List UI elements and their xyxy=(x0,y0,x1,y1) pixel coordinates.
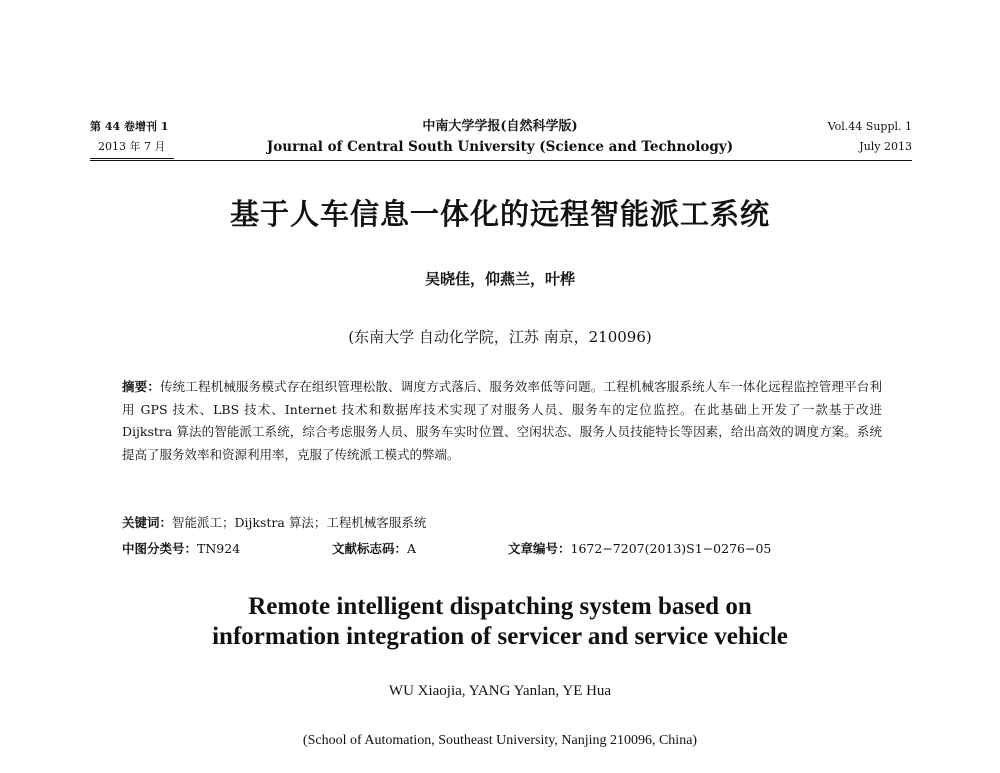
abstract-text: 传统工程机械服务模式存在组织管理松散、调度方式落后、服务效率低等问题。工程机械客服系统人车一体化远程监控管理平台利用 GPS 技术、LBS 技术、Internet 技术和数据库技术实现了对服务人员、服务车的定位监控。在此基础上开发了一款基于改进 Dijkstra 算法的智能派工系统，综合考虑服务人员、服务车实时位置、空闲状态、服务人员技能特长等因素，给出高效的调度方案。系统提高了服务效率和资源利用率，克服了传统派工模式的弊端。 xyxy=(122,379,882,462)
doc-value: A xyxy=(407,541,417,556)
doc-label: 文献标志码： xyxy=(332,541,408,556)
header-short-rule xyxy=(90,158,174,159)
chinese-authors: 吴晓佳，仰燕兰，叶桦 xyxy=(424,270,575,288)
keywords-text: 智能派工；Dijkstra 算法；工程机械客服系统 xyxy=(172,515,427,530)
header-volume-issue xyxy=(90,117,240,157)
chinese-keywords xyxy=(122,512,882,534)
document-code xyxy=(332,538,416,560)
keywords-label: 关键词： xyxy=(122,515,173,530)
header-vol-suppl: Vol.44 Suppl. 1 xyxy=(827,120,912,133)
english-title-line1: Remote intelligent dispatching system based on xyxy=(248,593,752,620)
article-number xyxy=(508,538,771,560)
english-authors: WU Xiaojia, YANG Yanlan, YE Hua xyxy=(388,683,612,699)
english-title xyxy=(0,592,1000,652)
chinese-title: 基于人车信息一体化的远程智能派工系统 xyxy=(229,197,770,231)
header-journal-name xyxy=(260,117,740,157)
class-label: 中图分类号： xyxy=(122,541,198,556)
classification-line xyxy=(122,538,882,560)
chinese-abstract xyxy=(122,376,882,466)
chinese-affiliation: (东南大学 自动化学院，江苏 南京，210096) xyxy=(348,328,652,346)
english-title-line2: information integration of servicer and service vehicle xyxy=(212,623,788,650)
header-date: 2013 年 7 月 xyxy=(98,140,166,153)
header-rule xyxy=(90,160,912,161)
article-value: 1672−7207(2013)S1−0276−05 xyxy=(570,541,772,556)
journal-name-english: Journal of Central South University (Science and Technology) xyxy=(266,139,734,155)
header-volume: 第 44 卷增刊 1 xyxy=(90,120,169,133)
class-value: TN924 xyxy=(197,541,241,556)
article-label: 文章编号： xyxy=(508,541,571,556)
english-affiliation: (School of Automation, Southeast University, Nanjing 210096, China) xyxy=(302,733,698,748)
journal-name-chinese: 中南大学学报(自然科学版) xyxy=(422,119,578,134)
header-date-english: July 2013 xyxy=(859,140,912,153)
abstract-label: 摘要： xyxy=(122,379,161,394)
class-number xyxy=(122,538,240,560)
journal-header xyxy=(90,117,912,161)
header-volume-english xyxy=(762,117,912,157)
